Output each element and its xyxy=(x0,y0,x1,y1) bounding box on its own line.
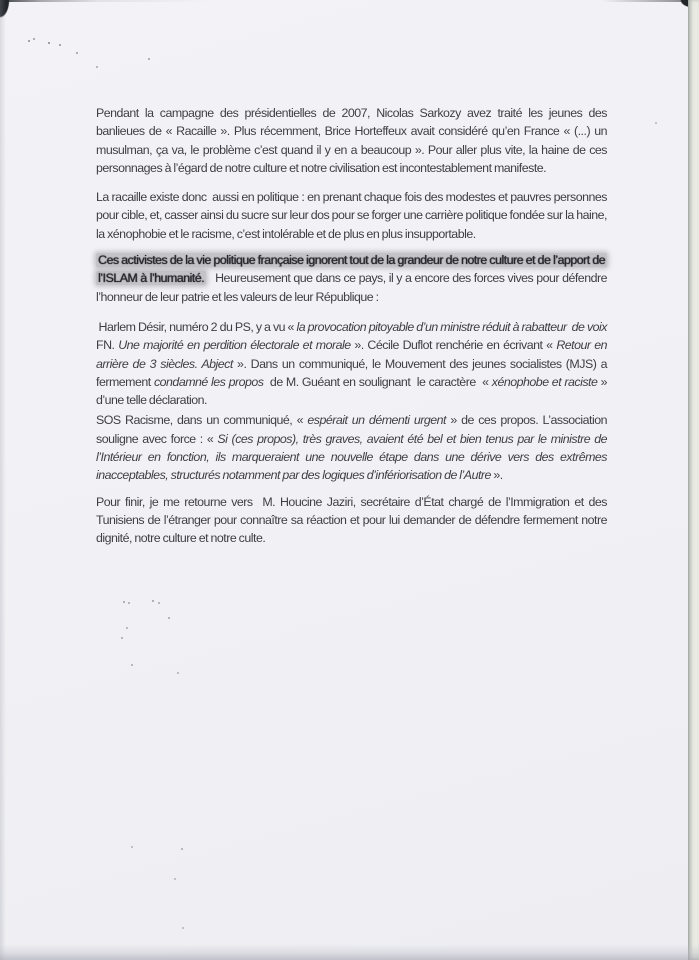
scan-speckles xyxy=(0,0,2,2)
scanner-edge-strip xyxy=(688,0,699,960)
text-run-italic: condamné les propos xyxy=(153,374,264,389)
text-run-normal: de M. Guéant en soulignant le caractère « xyxy=(263,374,492,389)
text-run-normal: La racaille existe donc aussi en politique : en prenant chaque fois des modestes et pauvres personnes pour cible, et, casser ainsi du sucre sur leur dos pour se forger une carrière politique fondée sur la haine, la xénophobie et le racisme, c’est intolérable et de plus en plus insupportable. xyxy=(96,190,607,241)
text-run-normal: ». Cécile Duflot renchérie en écrivant « xyxy=(350,338,557,353)
text-run-normal: ». xyxy=(490,468,503,483)
paragraph-reactions-politiques xyxy=(96,318,607,409)
text-run-italic: xénophobe et raciste xyxy=(491,374,598,389)
text-run-smudge: Ces activistes de la vie politique française ignorent tout de la grandeur de notre culture et de l’apport de l’ISLAM à l’humanité. xyxy=(98,253,605,286)
text-run-normal: SOS Racisme, dans un communiqué, « xyxy=(96,413,308,428)
scan-bottom-shadow xyxy=(0,944,699,960)
text-run-normal: » de ces propos. L’association souligne avec force : « xyxy=(96,413,607,446)
paragraph-activistes-smudged xyxy=(96,251,607,306)
text-run-normal: » d’une telle déclaration. xyxy=(96,374,607,408)
text-run-normal: ». Dans un communiqué, le Mouvement des jeunes socialistes (MJS) a fermement xyxy=(96,356,607,389)
text-run-italic: espérait un démenti urgent xyxy=(307,413,446,428)
paragraph-sarkozy-hortefeux xyxy=(96,104,607,177)
scan-left-shade xyxy=(0,0,6,960)
text-run-italic: la provocation pitoyable d’un ministre réduit à rabatteur de voix xyxy=(296,319,607,334)
text-run-normal: Heureusement que dans ce pays, il y a encore des forces vives pour défendre l’honneur de leur patrie et les valeurs de leur République : xyxy=(96,271,607,304)
scan-top-edge-line xyxy=(0,0,699,2)
text-run-normal: Pour finir, je me retourne vers M. Houcine Jaziri, secrétaire d’État chargé de l’Immigration et des Tunisiens de l’étranger pour connaître sa réaction et pour lui demander de défendre fermement notre dignité, notre culture et notre culte. xyxy=(96,494,607,546)
paragraph-racaille-politique xyxy=(96,188,607,243)
text-run-italic: Une majorité en perdition électorale et morale xyxy=(118,338,351,353)
text-run-italic: Si (ces propos), très graves, avaient été bel et bien tenus par le ministre de l’Intérieur en fonction, ils marqueraient une nouvelle étape dans une dérive vers des extrêmes inacceptables, structurés notamment par des logiques d’infériorisation de l’Autre xyxy=(96,431,608,483)
paragraph-sos-racisme xyxy=(96,411,607,484)
text-run-normal: Pendant la campagne des présidentielles de 2007, Nicolas Sarkozy avez traité les jeunes des banlieues de « Racaille ». Plus récemment, Brice Horteffeux avait considéré qu’en France « (...) un musulman, ça va, le problème c’est quand il y en a beaucoup ». Pour aller plus vite, la haine de ces personnages à l’égard de notre culture et notre civilisation est incontestablement manifeste. xyxy=(96,106,607,175)
text-run-normal: Harlem Désir, numéro 2 du PS, y a vu « xyxy=(96,319,297,334)
paragraph-conclusion xyxy=(96,493,607,548)
document-body xyxy=(96,104,607,548)
text-run-normal: FN. xyxy=(96,338,119,353)
text-run-italic: Retour en arrière de 3 siècles. Abject xyxy=(96,338,608,371)
